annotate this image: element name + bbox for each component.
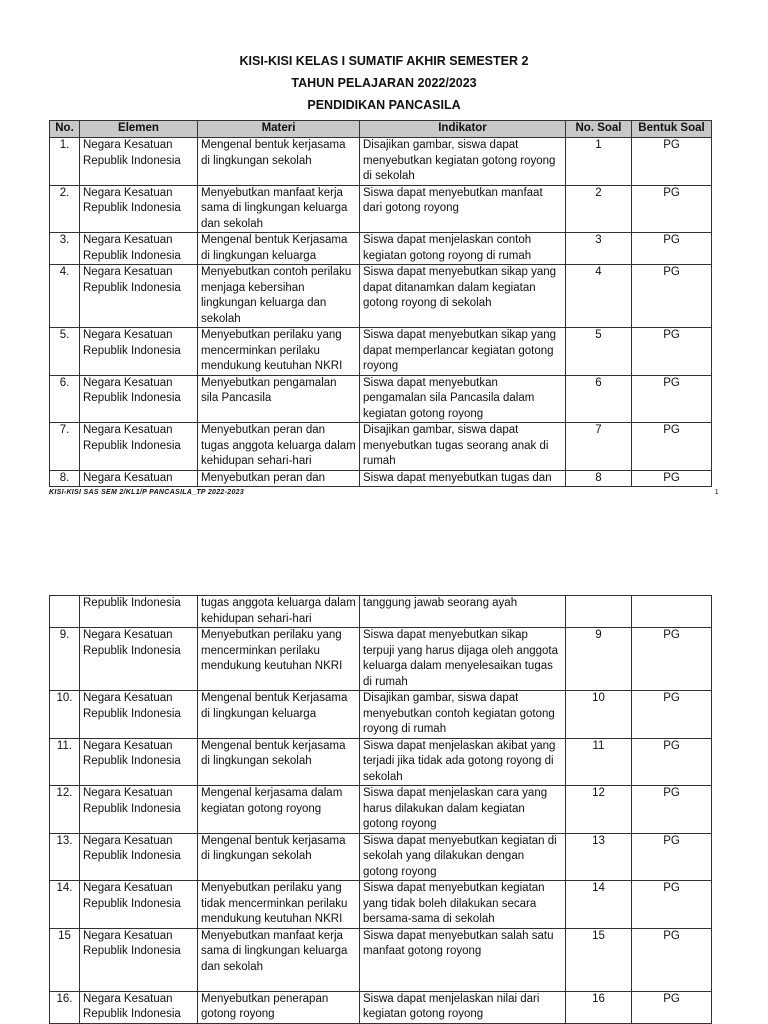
table-row [50,423,712,471]
cell-bentuk-soal: PG [632,423,712,471]
cell-indikator: Siswa dapat menyebutkan tugas dan [360,470,566,487]
table-row [50,265,712,328]
cell-elemen: Negara Kesatuan Republik Indonesia [80,423,198,471]
header-no: No. [50,121,80,138]
cell-no-soal: 5 [566,328,632,376]
cell-bentuk-soal: PG [632,928,712,991]
cell-indikator: Siswa dapat menjelaskan nilai dari kegiatan gotong royong [360,991,566,1023]
cell-elemen: Negara Kesatuan Republik Indonesia [80,185,198,233]
cell-elemen: Republik Indonesia [80,596,198,628]
cell-materi: Menyebutkan perilaku yang tidak mencerminkan perilaku mendukung keutuhan NKRI [198,881,360,929]
title-line-2: TAHUN PELAJARAN 2022/2023 [291,76,477,90]
document-page-2 [0,500,768,1024]
cell-elemen: Negara Kesatuan Republik Indonesia [80,786,198,834]
cell-no: 5. [50,328,80,376]
cell-elemen: Negara Kesatuan Republik Indonesia [80,928,198,991]
cell-indikator: Siswa dapat menyebutkan pengamalan sila Pancasila dalam kegiatan gotong royong [360,375,566,423]
cell-bentuk-soal: PG [632,185,712,233]
cell-no-soal: 13 [566,833,632,881]
header-bentuk-soal: Bentuk Soal [632,121,712,138]
cell-indikator: Siswa dapat menjelaskan contoh kegiatan gotong royong di rumah [360,233,566,265]
cell-elemen: Negara Kesatuan Republik Indonesia [80,328,198,376]
cell-bentuk-soal: PG [632,628,712,691]
cell-no-soal: 2 [566,185,632,233]
header-no-soal: No. Soal [566,121,632,138]
cell-no-soal: 12 [566,786,632,834]
cell-elemen: Negara Kesatuan Republik Indonesia [80,991,198,1023]
cell-elemen: Negara Kesatuan Republik Indonesia [80,233,198,265]
table-row [50,138,712,186]
cell-elemen: Negara Kesatuan Republik Indonesia [80,265,198,328]
document-title-block [0,50,768,116]
cell-indikator: Siswa dapat menyebutkan kegiatan yang tidak boleh dilakukan secara bersama-sama di sekolah [360,881,566,929]
cell-no-soal: 9 [566,628,632,691]
cell-materi: Menyebutkan peran dan tugas anggota keluarga dalam kehidupan sehari-hari [198,423,360,471]
cell-no: 7. [50,423,80,471]
table-row [50,928,712,991]
cell-no-soal: 3 [566,233,632,265]
cell-materi: Menyebutkan contoh perilaku menjaga kebersihan lingkungan keluarga dan sekolah [198,265,360,328]
cell-no-soal: 15 [566,928,632,991]
cell-bentuk-soal: PG [632,233,712,265]
table-row [50,470,712,487]
cell-indikator: Siswa dapat menyebutkan kegiatan di sekolah yang dilakukan dengan gotong royong [360,833,566,881]
footer-text: KISI-KISI SAS SEM 2/KL1/P PANCASILA_TP 2022-2023 [49,489,245,496]
cell-no: 15 [50,928,80,991]
cell-bentuk-soal: PG [632,328,712,376]
title-line-3: PENDIDIKAN PANCASILA [307,98,461,112]
cell-elemen: Negara Kesatuan Republik Indonesia [80,375,198,423]
header-indikator: Indikator [360,121,566,138]
cell-no: 2. [50,185,80,233]
document-page-1 [0,0,768,500]
cell-no: 12. [50,786,80,834]
cell-materi: Menyebutkan peran dan [198,470,360,487]
cell-no-soal: 6 [566,375,632,423]
cell-materi: Mengenal bentuk kerjasama di lingkungan sekolah [198,738,360,786]
kisi-kisi-table-page-2 [49,595,712,1024]
cell-no-soal: 1 [566,138,632,186]
cell-no: 14. [50,881,80,929]
header-materi: Materi [198,121,360,138]
table-header-row [50,121,712,138]
cell-materi: Menyebutkan perilaku yang mencerminkan perilaku mendukung keutuhan NKRI [198,328,360,376]
kisi-kisi-table-page-1 [49,120,712,487]
cell-elemen: Negara Kesatuan Republik Indonesia [80,738,198,786]
cell-elemen: Negara Kesatuan Republik Indonesia [80,628,198,691]
table-row [50,628,712,691]
cell-materi: Mengenal kerjasama dalam kegiatan gotong royong [198,786,360,834]
table-row [50,881,712,929]
cell-indikator: Siswa dapat menyebutkan manfaat dari gotong royong [360,185,566,233]
cell-no-soal: 8 [566,470,632,487]
cell-indikator: Disajikan gambar, siswa dapat menyebutkan kegiatan gotong royong di sekolah [360,138,566,186]
cell-no: 6. [50,375,80,423]
cell-no: 3. [50,233,80,265]
cell-indikator: Siswa dapat menjelaskan cara yang harus dilakukan dalam kegiatan gotong royong [360,786,566,834]
cell-elemen: Negara Kesatuan Republik Indonesia [80,881,198,929]
cell-bentuk-soal [632,596,712,628]
cell-no-soal: 10 [566,691,632,739]
cell-no-soal: 11 [566,738,632,786]
cell-no: 8. [50,470,80,487]
cell-indikator: Siswa dapat menjelaskan akibat yang terjadi jika tidak ada gotong royong di sekolah [360,738,566,786]
table-row [50,738,712,786]
cell-indikator: Siswa dapat menyebutkan salah satu manfaat gotong royong [360,928,566,991]
cell-bentuk-soal: PG [632,881,712,929]
page-footer [49,489,719,496]
table-row [50,991,712,1023]
cell-no [50,596,80,628]
cell-indikator: Siswa dapat menyebutkan sikap yang dapat memperlancar kegiatan gotong royong [360,328,566,376]
cell-materi: Menyebutkan manfaat kerja sama di lingkungan keluarga dan sekolah [198,185,360,233]
cell-no-soal: 16 [566,991,632,1023]
table-row [50,328,712,376]
cell-no: 9. [50,628,80,691]
table-row [50,596,712,628]
cell-bentuk-soal: PG [632,691,712,739]
cell-bentuk-soal: PG [632,991,712,1023]
cell-bentuk-soal: PG [632,138,712,186]
cell-materi: Mengenal bentuk Kerjasama di lingkungan keluarga [198,691,360,739]
cell-indikator: tanggung jawab seorang ayah [360,596,566,628]
cell-materi: Mengenal bentuk kerjasama di lingkungan sekolah [198,138,360,186]
cell-materi: Mengenal bentuk kerjasama di lingkungan sekolah [198,833,360,881]
cell-indikator: Siswa dapat menyebutkan sikap yang dapat ditanamkan dalam kegiatan gotong royong di sekolah [360,265,566,328]
cell-no: 16. [50,991,80,1023]
table-row [50,786,712,834]
cell-materi: Menyebutkan pengamalan sila Pancasila [198,375,360,423]
cell-no-soal: 7 [566,423,632,471]
cell-indikator: Disajikan gambar, siswa dapat menyebutkan tugas seorang anak di rumah [360,423,566,471]
cell-bentuk-soal: PG [632,265,712,328]
cell-no: 10. [50,691,80,739]
cell-materi: Menyebutkan perilaku yang mencerminkan perilaku mendukung keutuhan NKRI [198,628,360,691]
cell-bentuk-soal: PG [632,470,712,487]
cell-materi: tugas anggota keluarga dalam kehidupan sehari-hari [198,596,360,628]
cell-indikator: Disajikan gambar, siswa dapat menyebutkan contoh kegiatan gotong royong di rumah [360,691,566,739]
cell-elemen: Negara Kesatuan Republik Indonesia [80,138,198,186]
cell-bentuk-soal: PG [632,786,712,834]
table-row [50,691,712,739]
header-elemen: Elemen [80,121,198,138]
table-row [50,185,712,233]
table-row [50,233,712,265]
cell-no: 1. [50,138,80,186]
cell-materi: Mengenal bentuk Kerjasama di lingkungan keluarga [198,233,360,265]
cell-no: 11. [50,738,80,786]
cell-bentuk-soal: PG [632,833,712,881]
cell-elemen: Negara Kesatuan Republik Indonesia [80,833,198,881]
cell-no: 13. [50,833,80,881]
cell-bentuk-soal: PG [632,375,712,423]
cell-materi: Menyebutkan penerapan gotong royong [198,991,360,1023]
cell-materi: Menyebutkan manfaat kerja sama di lingkungan keluarga dan sekolah [198,928,360,991]
cell-indikator: Siswa dapat menyebutkan sikap terpuji yang harus dijaga oleh anggota keluarga dalam menyelesaikan tugas di rumah [360,628,566,691]
cell-no: 4. [50,265,80,328]
cell-bentuk-soal: PG [632,738,712,786]
table-row [50,375,712,423]
cell-elemen: Negara Kesatuan Republik Indonesia [80,691,198,739]
table-row [50,833,712,881]
title-line-1: KISI-KISI KELAS I SUMATIF AKHIR SEMESTER 2 [239,54,529,68]
cell-no-soal: 14 [566,881,632,929]
cell-elemen: Negara Kesatuan [80,470,198,487]
cell-no-soal: 4 [566,265,632,328]
cell-no-soal [566,596,632,628]
page-number: 1 [714,489,719,496]
